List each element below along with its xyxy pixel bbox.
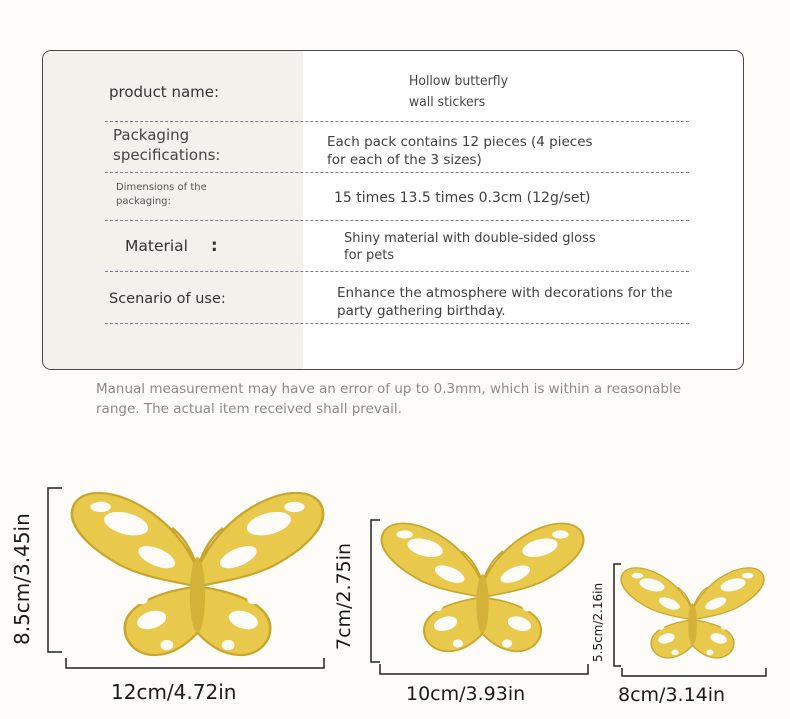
packaging-label-line-2: specifications: xyxy=(113,146,221,165)
dimensions-label xyxy=(116,181,207,209)
row-separator xyxy=(105,172,689,173)
butterfly-small-height-label: 5.5cm/2.16in xyxy=(591,582,605,662)
row-separator xyxy=(105,220,689,221)
product-name-label: product name: xyxy=(109,83,220,101)
material-label-text: Material xyxy=(125,237,188,255)
butterfly-large-width-bracket xyxy=(64,658,326,672)
butterfly-medium-width-bracket xyxy=(378,664,590,678)
material-colon: : xyxy=(210,236,218,256)
product-name-value xyxy=(409,73,508,111)
product-name-line-1: Hollow butterfly xyxy=(409,73,508,89)
row-separator xyxy=(105,323,689,324)
butterfly-small-image xyxy=(620,564,765,664)
butterfly-small-width-bracket xyxy=(620,668,768,680)
butterfly-medium-height-label: 7cm/2.75in xyxy=(333,542,355,650)
note-line-1: Manual measurement may have an error of up to 0.3mm, which is within a reasonable xyxy=(96,381,682,397)
butterfly-large-height-label: 8.5cm/3.45in xyxy=(10,513,34,645)
butterfly-medium-image xyxy=(380,518,585,660)
material-value xyxy=(344,231,596,265)
material-label xyxy=(125,235,218,257)
dimensions-label-line-1: Dimensions of the xyxy=(116,182,207,193)
scenario-value-line-1: Enhance the atmosphere with decorations for the xyxy=(337,285,673,301)
packaging-label-line-1: Packaging xyxy=(113,126,190,144)
packaging-value-line-1: Each pack contains 12 pieces (4 pieces xyxy=(327,134,593,150)
butterfly-large-height-bracket xyxy=(44,486,64,654)
scenario-of-use-value xyxy=(337,285,673,320)
butterfly-large-width-label: 12cm/4.72in xyxy=(111,680,237,704)
butterfly-large-image xyxy=(70,486,325,666)
butterfly-medium-width-label: 10cm/3.93in xyxy=(406,683,526,705)
scenario-value-line-2: party gathering birthday. xyxy=(337,302,506,319)
product-name-line-2: wall stickers xyxy=(409,93,486,110)
packaging-value-line-2: for each of the 3 sizes) xyxy=(327,151,482,168)
note-line-2: range. The actual item received shall prevail. xyxy=(96,400,402,417)
packaging-specifications-label xyxy=(113,125,220,166)
dimensions-value: 15 times 13.5 times 0.3cm (12g/set) xyxy=(334,190,591,206)
row-separator xyxy=(105,271,689,272)
material-value-line-2: for pets xyxy=(344,247,395,263)
row-separator xyxy=(105,121,689,122)
butterfly-medium-height-bracket xyxy=(368,518,382,664)
packaging-specifications-value xyxy=(327,134,593,169)
butterfly-small-height-bracket xyxy=(611,562,623,668)
material-value-line-1: Shiny material with double-sided gloss xyxy=(344,231,596,246)
butterfly-small-width-label: 8cm/3.14in xyxy=(618,684,726,706)
measurement-note xyxy=(96,380,706,419)
scenario-of-use-label: Scenario of use: xyxy=(109,291,226,307)
dimensions-label-line-2: packaging: xyxy=(116,196,171,207)
spec-card xyxy=(42,50,744,370)
